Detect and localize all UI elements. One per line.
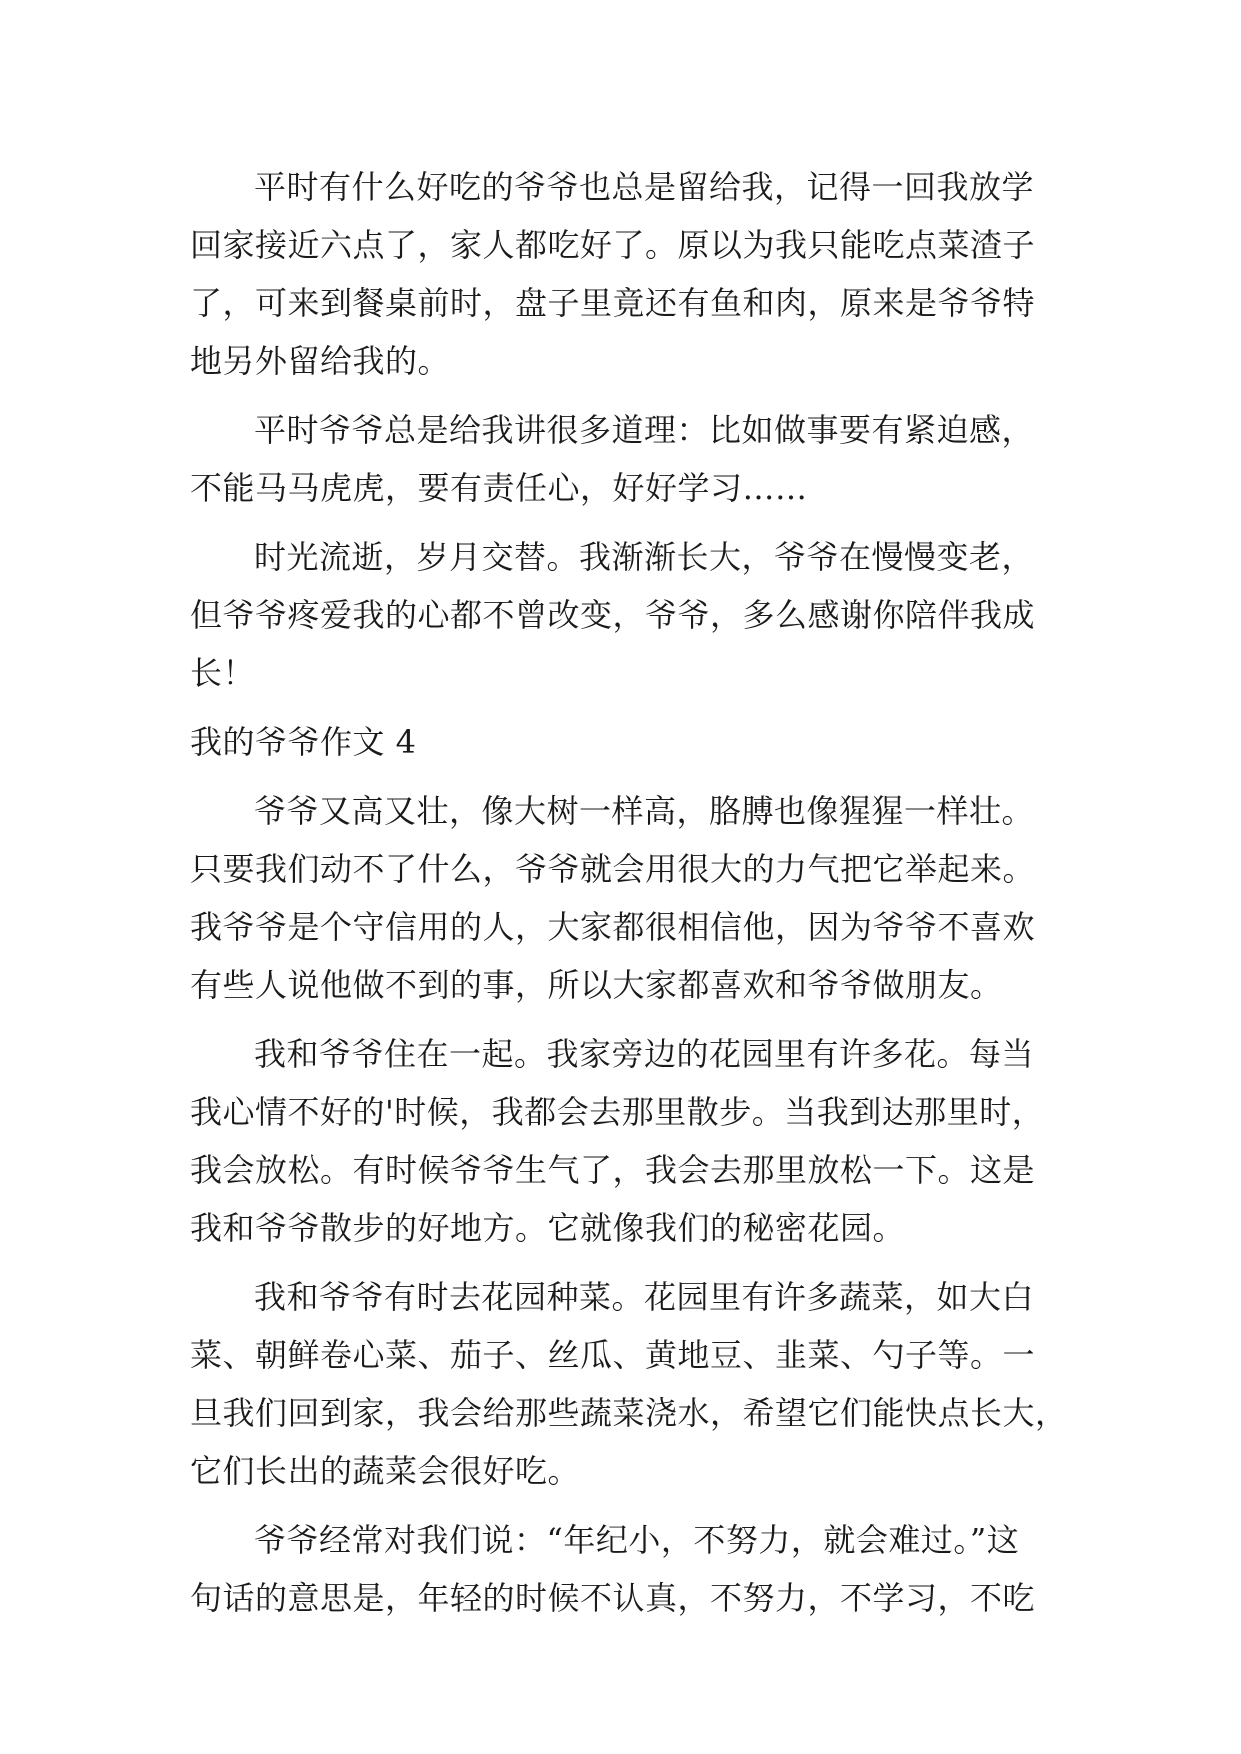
- document-body: [190, 158, 1068, 1638]
- paragraph-line: 平时有什么好吃的爷爷也总是留给我，记得一回我放学: [254, 168, 1035, 206]
- paragraph-line: 长！: [190, 654, 256, 692]
- paragraph: [190, 401, 1050, 517]
- paragraph: [190, 1025, 1050, 1257]
- paragraph-line: 爷爷又高又壮，像大树一样高，胳膊也像猩猩一样壮。: [254, 792, 1035, 830]
- paragraph-line: 时光流逝，岁月交替。我渐渐长大，爷爷在慢慢变老，: [254, 538, 1035, 576]
- paragraph-line: 我和爷爷有时去花园种菜。花园里有许多蔬菜，如大白: [254, 1278, 1035, 1316]
- paragraph-line: 我和爷爷散步的好地方。它就像我们的秘密花园。: [190, 1209, 906, 1247]
- paragraph-line: 我心情不好的'时候，我都会去那里散步。当我到达那里时，: [190, 1093, 1045, 1131]
- paragraph: [190, 1268, 1068, 1500]
- paragraph-line: 只要我们动不了什么，爷爷就会用很大的力气把它举起来。: [190, 850, 1036, 888]
- paragraph-line: 我会放松。有时候爷爷生气了，我会去那里放松一下。这是: [190, 1151, 1036, 1189]
- paragraph-line: 了，可来到餐桌前时，盘子里竟还有鱼和肉，原来是爷爷特: [190, 284, 1036, 322]
- paragraph-line: 我爷爷是个守信用的人，大家都很相信他，因为爷爷不喜欢: [190, 908, 1036, 946]
- paragraph-line: 菜、朝鲜卷心菜、茄子、丝瓜、黄地豆、韭菜、勺子等。一: [190, 1336, 1036, 1374]
- paragraph-line: 平时爷爷总是给我讲很多道理：比如做事要有紧迫感，: [254, 411, 1035, 449]
- paragraph: [190, 782, 1050, 1014]
- paragraph-line: 爷爷经常对我们说：“年纪小，不努力，就会难过。”这: [254, 1521, 1020, 1559]
- paragraph: [190, 1511, 1050, 1627]
- paragraph-line: 地另外留给我的。: [190, 342, 451, 380]
- paragraph-line: 有些人说他做不到的事，所以大家都喜欢和爷爷做朋友。: [190, 966, 1003, 1004]
- paragraph-line: 旦我们回到家，我会给那些蔬菜浇水，希望它们能快点长大，: [190, 1394, 1068, 1432]
- paragraph-line: 它们长出的蔬菜会很好吃。: [190, 1452, 581, 1490]
- paragraph-line: 但爷爷疼爱我的心都不曾改变，爷爷，多么感谢你陪伴我成: [190, 596, 1036, 634]
- paragraph-line: 我和爷爷住在一起。我家旁边的花园里有许多花。每当: [254, 1035, 1035, 1073]
- paragraph-line: 句话的意思是，年轻的时候不认真，不努力，不学习，不吃: [190, 1579, 1036, 1617]
- section-heading: 我的爷爷作文 4: [190, 723, 417, 761]
- paragraph-line: 回家接近六点了，家人都吃好了。原以为我只能吃点菜渣子: [190, 226, 1036, 264]
- paragraph: [190, 528, 1050, 702]
- paragraph: [190, 158, 1050, 390]
- paragraph-line: 不能马马虎虎，要有责任心，好好学习……: [190, 469, 808, 507]
